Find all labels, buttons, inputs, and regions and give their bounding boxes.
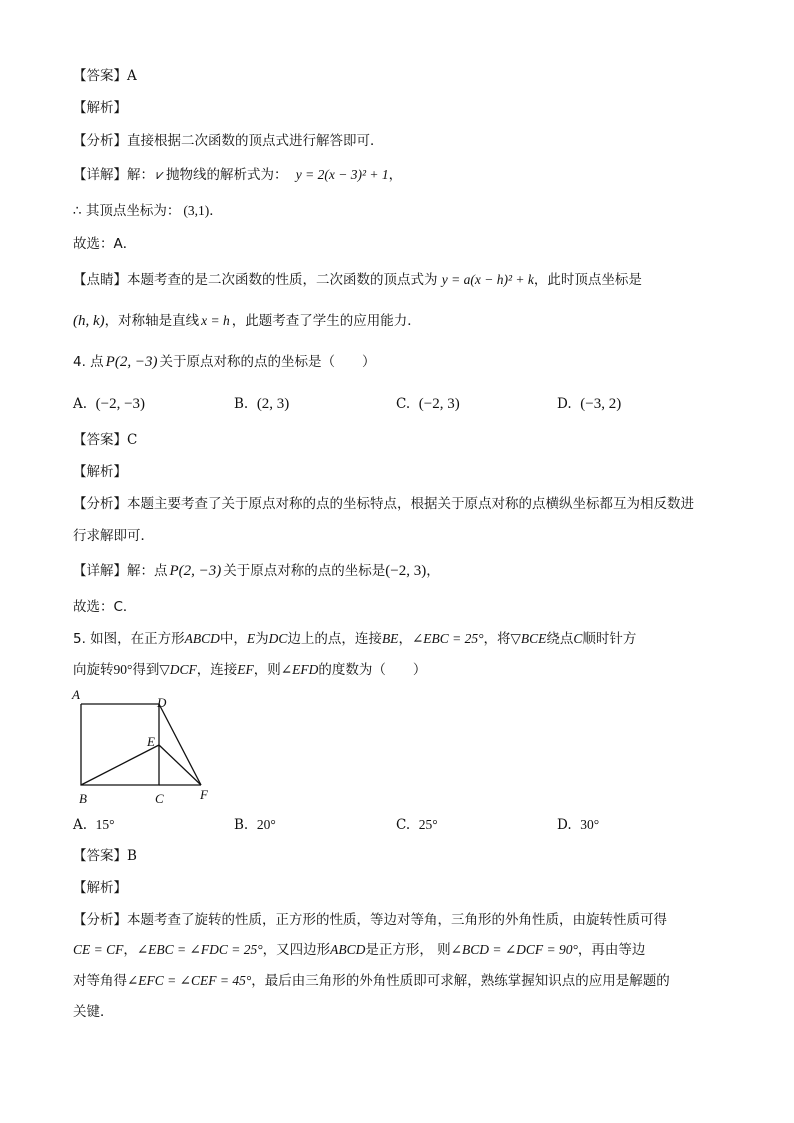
dianjing-text1-end: ，此时顶点坐标是 xyxy=(533,272,642,288)
q5-segment-ef: EF xyxy=(237,662,254,677)
q5-point-c: C xyxy=(573,631,583,646)
q3-detail-line xyxy=(73,165,402,185)
option-label: C. xyxy=(396,817,411,833)
detail-tag: 【详解】 xyxy=(73,563,127,579)
q4-point: P(2, −3) xyxy=(105,354,158,370)
dianjing-text1: 本题考查的是二次函数的性质，二次函数的顶点式为 xyxy=(127,272,438,288)
q4-stem-post: 关于原点对称的点的坐标是（ ） xyxy=(159,354,376,370)
fenxi-text: ， xyxy=(123,942,137,958)
fenxi-math: ∠BCD = ∠DCF = 90° xyxy=(450,942,578,957)
q4-analysis-line xyxy=(73,462,127,482)
q5-option-b[interactable] xyxy=(234,815,276,835)
fenxi-tag: 【分析】 xyxy=(73,912,127,928)
q5-stem-text: ，将 xyxy=(483,631,511,647)
option-value: 15° xyxy=(95,817,115,832)
q4-stem-pre: 4. 点 xyxy=(73,354,104,370)
label-c: C xyxy=(155,791,164,806)
fenxi-text1: 本题考查了旋转的性质，正方形的性质，等边对等角，三角形的外角性质，由旋转性质可得 xyxy=(127,912,667,928)
q5-stem-line1 xyxy=(73,629,636,649)
detail-point: P(2, −3) xyxy=(169,563,222,579)
label-f: F xyxy=(200,787,208,802)
vertex-point: (h, k) xyxy=(73,313,105,329)
analysis-tag: 【解析】 xyxy=(73,880,127,896)
detail-tag: 【详解】 xyxy=(73,167,127,183)
q5-stem-text: 为 xyxy=(255,631,269,647)
vertex-end: ． xyxy=(209,203,223,219)
q5-stem-text: 的度数为（ ） xyxy=(318,662,427,678)
segment-be xyxy=(81,745,159,785)
option-label: D. xyxy=(557,817,572,833)
fenxi-tag: 【分析】 xyxy=(73,133,127,149)
answer-tag: 【答案】 xyxy=(73,68,127,84)
q5-point-e: E xyxy=(246,631,256,646)
q4-option-a[interactable] xyxy=(73,394,145,414)
q4-detail-line xyxy=(73,561,440,581)
axis-formula: x = h xyxy=(201,313,230,328)
q4-option-c[interactable] xyxy=(396,394,460,414)
answer-value: B xyxy=(127,848,137,864)
q4-answer-line xyxy=(73,430,137,450)
fenxi-text: ，再由等边 xyxy=(577,942,646,958)
option-value: (−2, −3) xyxy=(95,396,146,412)
detail-mid: 抛物线的解析式为： xyxy=(166,167,288,183)
option-value: (−2, 3) xyxy=(418,396,460,412)
q5-fenxi-line2 xyxy=(73,940,645,960)
fenxi-text1: 本题主要考查了关于原点对称的点的坐标特点，根据关于原点对称的点横纵坐标都互为相反数进 xyxy=(127,496,694,512)
fenxi-text: ，最后由三角形的外角性质即可求解，熟练掌握知识点的应用是解题的 xyxy=(251,973,670,989)
fenxi-math: ∠EBC = ∠FDC = 25° xyxy=(136,942,263,957)
vertex-pre: ∴ 其顶点坐标为： xyxy=(73,203,181,219)
dianjing-text2b: ，此题考查了学生的应用能力． xyxy=(231,313,421,329)
fenxi-tag: 【分析】 xyxy=(73,496,127,512)
detail-pre: 解：点 xyxy=(127,563,168,579)
q5-option-a[interactable] xyxy=(73,815,115,835)
option-label: B. xyxy=(234,396,249,412)
q3-answer-line xyxy=(73,66,137,86)
q5-stem-text: 中， xyxy=(219,631,247,647)
q5-degree: 90° xyxy=(113,662,133,677)
label-d: D xyxy=(157,695,167,710)
q5-stem-text: ，连接 xyxy=(196,662,238,678)
q5-stem-text: ，则 xyxy=(253,662,281,678)
label-b: B xyxy=(79,791,87,806)
q5-option-d[interactable] xyxy=(557,815,599,835)
q5-fenxi-line4 xyxy=(73,1002,114,1022)
q5-fenxi-line1 xyxy=(73,910,667,930)
option-label: C. xyxy=(396,396,411,412)
q4-option-b[interactable] xyxy=(234,394,289,414)
q3-dianjing-line1 xyxy=(73,270,642,290)
fenxi-math: CE = CF xyxy=(73,942,124,957)
q3-formula: y = 2(x − 3)² + 1 xyxy=(295,167,389,182)
dianjing-tag: 【点睛】 xyxy=(73,272,127,288)
q3-analysis-line xyxy=(73,98,127,118)
q5-stem-text: 顺时针方 xyxy=(582,631,637,647)
q5-option-c[interactable] xyxy=(396,815,438,835)
detail-end: ， xyxy=(388,167,403,183)
q4-stem xyxy=(73,352,375,372)
fenxi-text: 关键． xyxy=(73,1004,114,1020)
fenxi-text: 直接根据二次函数的顶点式进行解答即可． xyxy=(127,133,384,149)
segment-ef xyxy=(159,745,201,785)
detail-end: ， xyxy=(426,563,440,579)
q4-fenxi-line2 xyxy=(73,526,154,546)
q5-triangle-dcf: ▽DCF xyxy=(159,662,197,677)
q4-choice-line xyxy=(73,597,136,617)
label-e: E xyxy=(147,734,155,749)
option-label: A. xyxy=(73,817,88,833)
option-label: A. xyxy=(73,396,88,412)
option-value: 25° xyxy=(418,817,438,832)
fenxi-text: ，又四边形 xyxy=(262,942,331,958)
q5-triangle-bce: ▽BCE xyxy=(510,631,547,646)
label-a: A xyxy=(72,687,80,702)
q5-stem-text: 5. 如图，在正方形 xyxy=(73,631,185,647)
option-value: (−3, 2) xyxy=(580,396,622,412)
answer-value: A xyxy=(127,68,137,84)
q5-segment-be: BE xyxy=(381,631,399,646)
analysis-tag: 【解析】 xyxy=(73,464,127,480)
q5-angle-efd: ∠EFD xyxy=(280,662,319,677)
dianjing-text2a: ，对称轴是直线 xyxy=(104,313,200,329)
q4-option-d[interactable] xyxy=(557,394,621,414)
q5-answer-line xyxy=(73,846,137,866)
fenxi-text: 对等角得 xyxy=(73,973,127,989)
option-value: (2, 3) xyxy=(256,396,290,412)
fenxi-math: ABCD xyxy=(330,942,366,957)
q5-analysis-line xyxy=(73,878,127,898)
detail-mid: 关于原点对称的点的坐标是 xyxy=(223,563,386,579)
option-value: 20° xyxy=(256,817,276,832)
q5-stem-text: ， xyxy=(398,631,412,647)
segment-df xyxy=(159,704,201,785)
fenxi-text: 是正方形， 则 xyxy=(365,942,451,958)
q5-square-name: ABCD xyxy=(184,631,220,646)
dianjing-formula: y = a(x − h)² + k xyxy=(441,272,534,287)
vertex-value: (3,1) xyxy=(183,203,210,218)
q5-stem-text: 得到 xyxy=(132,662,160,678)
q5-stem-line2 xyxy=(73,660,426,680)
analysis-tag: 【解析】 xyxy=(73,100,127,116)
detail-result: (−2, 3) xyxy=(385,563,427,579)
detail-pre: 解： xyxy=(127,167,154,183)
q5-stem-text: 绕点 xyxy=(546,631,574,647)
fenxi-text2: 行求解即可． xyxy=(73,528,154,544)
geometry-figure xyxy=(70,686,220,810)
answer-tag: 【答案】 xyxy=(73,432,127,448)
q5-side-dc: DC xyxy=(268,631,288,646)
fenxi-math: ∠EFC = ∠CEF = 45° xyxy=(127,973,252,988)
q3-fenxi-line xyxy=(73,131,384,151)
answer-tag: 【答案】 xyxy=(73,848,127,864)
q5-fenxi-line3 xyxy=(73,971,670,991)
option-value: 30° xyxy=(580,817,600,832)
q4-fenxi-line1 xyxy=(73,494,694,514)
q5-stem-text: 向旋转 xyxy=(73,662,114,678)
option-label: B. xyxy=(234,817,249,833)
q5-angle-ebc: ∠EBC = 25° xyxy=(411,631,484,646)
q5-stem-text: 边上的点，连接 xyxy=(287,631,382,647)
choice-text: 故选：A． xyxy=(73,236,137,252)
q3-vertex-line xyxy=(73,201,223,221)
q3-choice-line xyxy=(73,234,136,254)
answer-value: C xyxy=(127,432,138,448)
option-label: D. xyxy=(557,396,572,412)
choice-text: 故选：C． xyxy=(73,599,137,615)
q3-dianjing-line2 xyxy=(73,311,421,331)
because-icon: ⩗ xyxy=(156,167,164,183)
